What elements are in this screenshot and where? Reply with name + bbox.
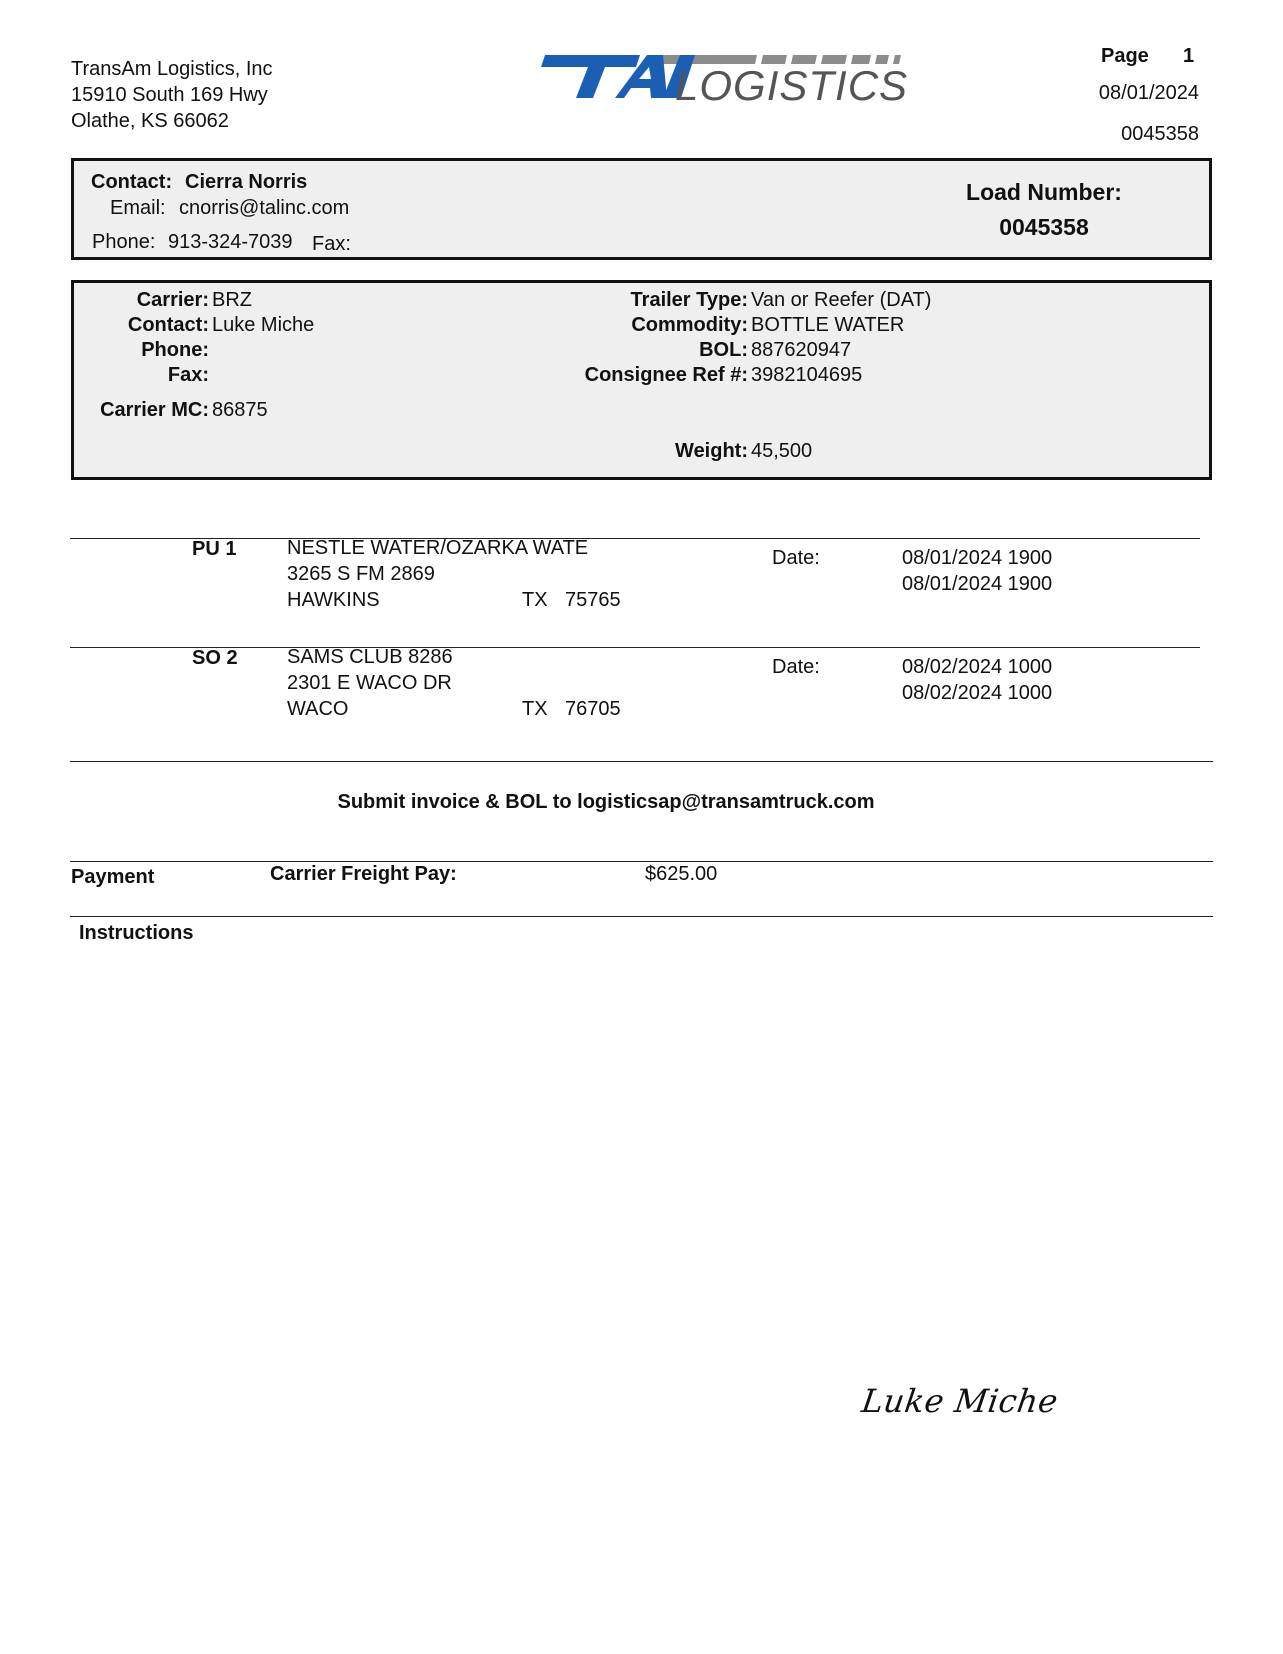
ta-logistics-logo <box>535 50 915 110</box>
stop-date-2: 08/01/2024 1900 <box>902 573 1053 595</box>
bol-value: 887620947 <box>751 339 852 361</box>
stop-date-label: Date: <box>772 656 820 678</box>
stop-city: WACO <box>287 698 349 720</box>
carrier-value: BRZ <box>212 289 252 311</box>
contact-name: Cierra Norris <box>185 171 308 193</box>
consignee-ref-label: Consignee Ref #: <box>584 364 748 386</box>
page-label: Page <box>1101 45 1149 67</box>
divider <box>70 538 1200 539</box>
contact-box <box>71 158 1212 260</box>
submit-invoice-note: Submit invoice & BOL to logisticsap@transamtruck.com <box>337 791 875 813</box>
divider <box>70 647 1200 648</box>
stop-date-1: 08/02/2024 1000 <box>902 656 1053 678</box>
trailer-type-label: Trailer Type: <box>630 289 748 311</box>
commodity-label: Commodity: <box>631 314 748 336</box>
phone-value: 913-324-7039 <box>168 231 293 253</box>
consignee-ref-value: 3982104695 <box>751 364 863 386</box>
contact-label: Contact: <box>91 171 173 193</box>
instructions-label: Instructions <box>79 922 194 944</box>
carrier-contact-value: Luke Miche <box>212 314 315 336</box>
stop-date-1: 08/01/2024 1900 <box>902 547 1053 569</box>
carrier-fax-label: Fax: <box>167 364 209 386</box>
divider <box>70 916 1213 917</box>
payment-label: Payment <box>71 866 155 888</box>
stop-zip: 75765 <box>565 589 621 611</box>
carrier-freight-pay-amount: $625.00 <box>645 863 718 885</box>
stop-street: 2301 E WACO DR <box>287 672 452 694</box>
company-name: TransAm Logistics, Inc <box>71 58 273 80</box>
stop-name: NESTLE WATER/OZARKA WATE <box>287 537 589 559</box>
weight-value: 45,500 <box>751 440 813 462</box>
carrier-label: Carrier: <box>136 289 209 311</box>
header-date: 08/01/2024 <box>1098 82 1199 104</box>
carrier-contact-label: Contact: <box>127 314 209 336</box>
fax-label: Fax: <box>312 233 351 255</box>
commodity-value: BOTTLE WATER <box>751 314 905 336</box>
carrier-phone-label: Phone: <box>141 339 209 361</box>
stop-code: PU 1 <box>192 538 237 560</box>
phone-label: Phone: <box>92 231 156 253</box>
weight-label: Weight: <box>675 440 748 462</box>
page-number: 1 <box>1183 45 1195 67</box>
carrier-box <box>71 280 1212 480</box>
stop-name: SAMS CLUB 8286 <box>287 646 453 668</box>
divider <box>70 761 1213 762</box>
divider <box>70 861 1213 862</box>
trailer-type-value: Van or Reefer (DAT) <box>751 289 932 311</box>
stop-date-2: 08/02/2024 1000 <box>902 682 1053 704</box>
stop-date-label: Date: <box>772 547 820 569</box>
company-address-line1: 15910 South 169 Hwy <box>71 84 268 106</box>
stop-code: SO 2 <box>192 647 238 669</box>
carrier-mc-label: Carrier MC: <box>100 399 209 421</box>
company-address-line2: Olathe, KS 66062 <box>71 110 229 132</box>
stop-zip: 76705 <box>565 698 621 720</box>
stop-state: TX <box>522 589 548 611</box>
load-number-label: Load Number: <box>966 179 1122 205</box>
stop-city: HAWKINS <box>287 589 380 611</box>
header-doc-number: 0045358 <box>1121 123 1199 145</box>
carrier-mc-value: 86875 <box>212 399 268 421</box>
stop-state: TX <box>522 698 548 720</box>
logo-wordmark: LOGISTICS <box>675 62 909 109</box>
signature: Luke Miche <box>859 1382 1061 1420</box>
email-label: Email: <box>110 197 166 219</box>
stop-street: 3265 S FM 2869 <box>287 563 435 585</box>
load-number-value: 0045358 <box>999 214 1089 240</box>
carrier-freight-pay-label: Carrier Freight Pay: <box>270 863 457 885</box>
email-value: cnorris@talinc.com <box>179 197 350 219</box>
bol-label: BOL: <box>699 339 748 361</box>
